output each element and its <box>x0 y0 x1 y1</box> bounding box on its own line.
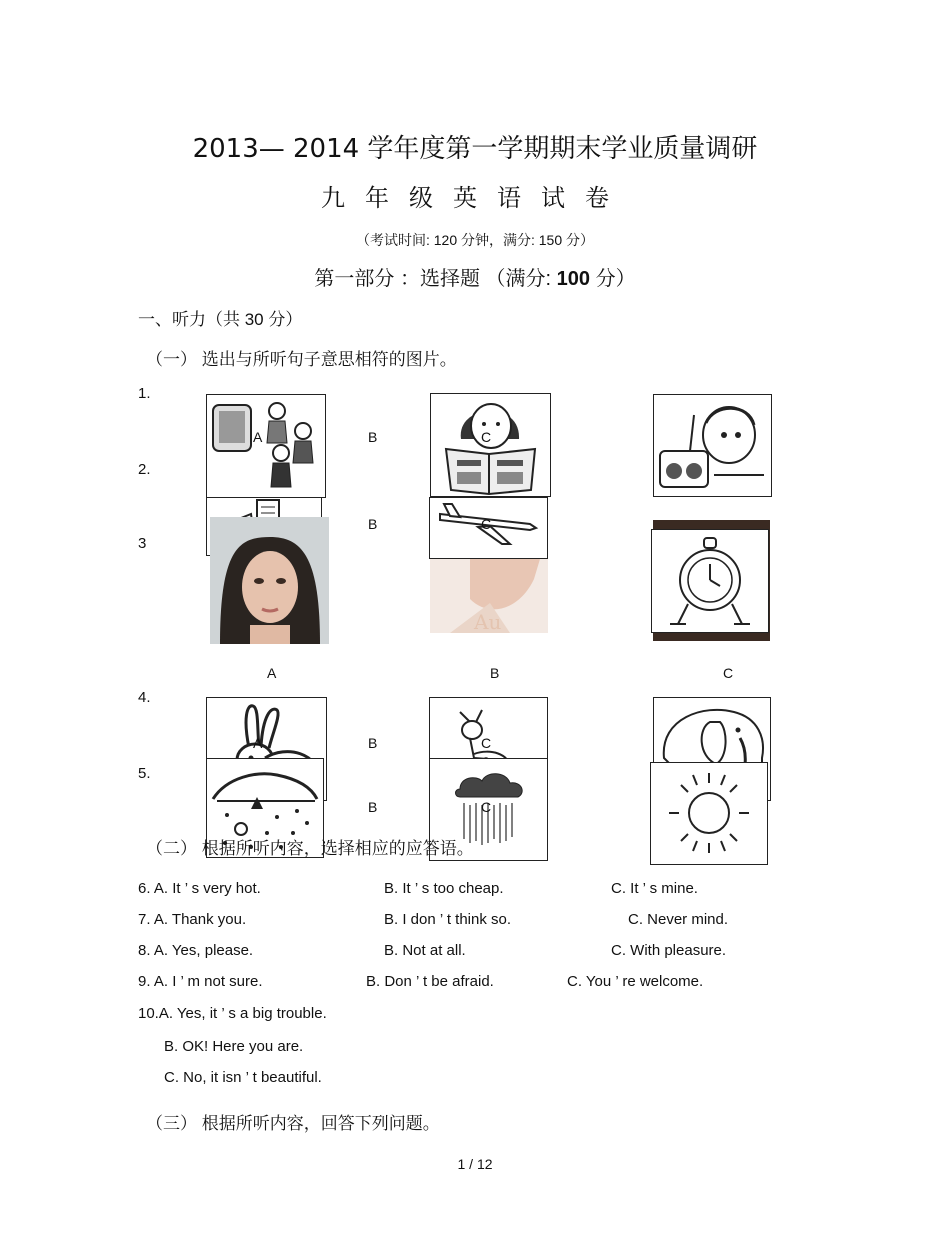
section-3-heading: （三） 根据所听内容，回答下列问题。 <box>146 1114 440 1133</box>
question-number: 3 <box>138 535 147 552</box>
option-letter-b: B <box>368 799 378 815</box>
exam-info: （考试时间: 120 分钟，满分: 150 分） <box>355 232 595 248</box>
boy-radio-icon <box>653 394 772 497</box>
answer-option: C. It ’ s mine. <box>611 880 698 897</box>
answer-option: B. Don ’ t be afraid. <box>366 973 494 990</box>
section-1-sub-heading: （一） 选出与所听句子意思相符的图片。 <box>146 350 457 369</box>
answer-option: 10.A. Yes, it ’ s a big trouble. <box>138 1005 327 1022</box>
page-subtitle: 九年级英语试卷 <box>321 184 629 212</box>
question-number: 1. <box>138 385 151 402</box>
option-letter-c: C <box>723 665 734 681</box>
answer-option: 9. A. I ’ m not sure. <box>138 973 263 990</box>
woman-photo-2 <box>430 559 548 633</box>
question-number: 4. <box>138 689 151 706</box>
option-letter-c: C <box>481 429 492 445</box>
option-letter-b: B <box>368 735 378 751</box>
question-number: 2. <box>138 461 151 478</box>
part-heading-text: 第一部分 ：选择题 （满分: <box>314 268 557 290</box>
part-heading-end: 分） <box>590 268 636 290</box>
section-listening-heading: 一、听力（共 30 分） <box>138 310 303 329</box>
option-letter-a: A <box>267 665 277 681</box>
tv-kids-icon <box>206 394 326 498</box>
option-letter-c: C <box>481 799 492 815</box>
answer-option: B. It ’ s too cheap. <box>384 880 504 897</box>
question-number: 5. <box>138 765 151 782</box>
answer-option: C. Never mind. <box>628 911 729 928</box>
option-letter-c: C <box>481 516 492 532</box>
option-letter-b: B <box>368 429 378 445</box>
woman-photo <box>210 517 329 644</box>
section-2-heading: （二） 根据所听内容，选择相应的应答语。 <box>146 839 474 858</box>
answer-option: 6. A. It ’ s very hot. <box>138 880 261 897</box>
answer-option: B. I don ’ t think so. <box>384 911 512 928</box>
option-letter-c: C <box>481 735 492 751</box>
option-letter-a: A <box>253 735 263 751</box>
option-letter-b: B <box>368 516 378 532</box>
answer-option: C. You ’ re welcome. <box>567 973 704 990</box>
part-score: 100 <box>556 268 591 290</box>
answer-option: 7. A. Thank you. <box>138 911 247 928</box>
newspaper-woman-icon <box>430 393 551 497</box>
answer-option: B. Not at all. <box>384 942 466 959</box>
photo-watermark-text: Au <box>474 610 502 633</box>
option-letter-b: B <box>490 665 500 681</box>
answer-option: C. With pleasure. <box>611 942 727 959</box>
answer-option: 8. A. Yes, please. <box>138 942 254 959</box>
option-letter-a: A <box>253 429 263 445</box>
sun-icon <box>650 762 768 865</box>
answer-option: C. No, it isn ’ t beautiful. <box>164 1069 322 1086</box>
answer-option: B. OK! Here you are. <box>164 1038 304 1055</box>
page-title: 2013— 2014 学年度第一学期期末学业质量调研 <box>192 134 758 164</box>
page-number: 1 / 12 <box>457 1156 493 1172</box>
alarm-clock-icon <box>651 529 769 633</box>
part-heading <box>0 262 950 291</box>
